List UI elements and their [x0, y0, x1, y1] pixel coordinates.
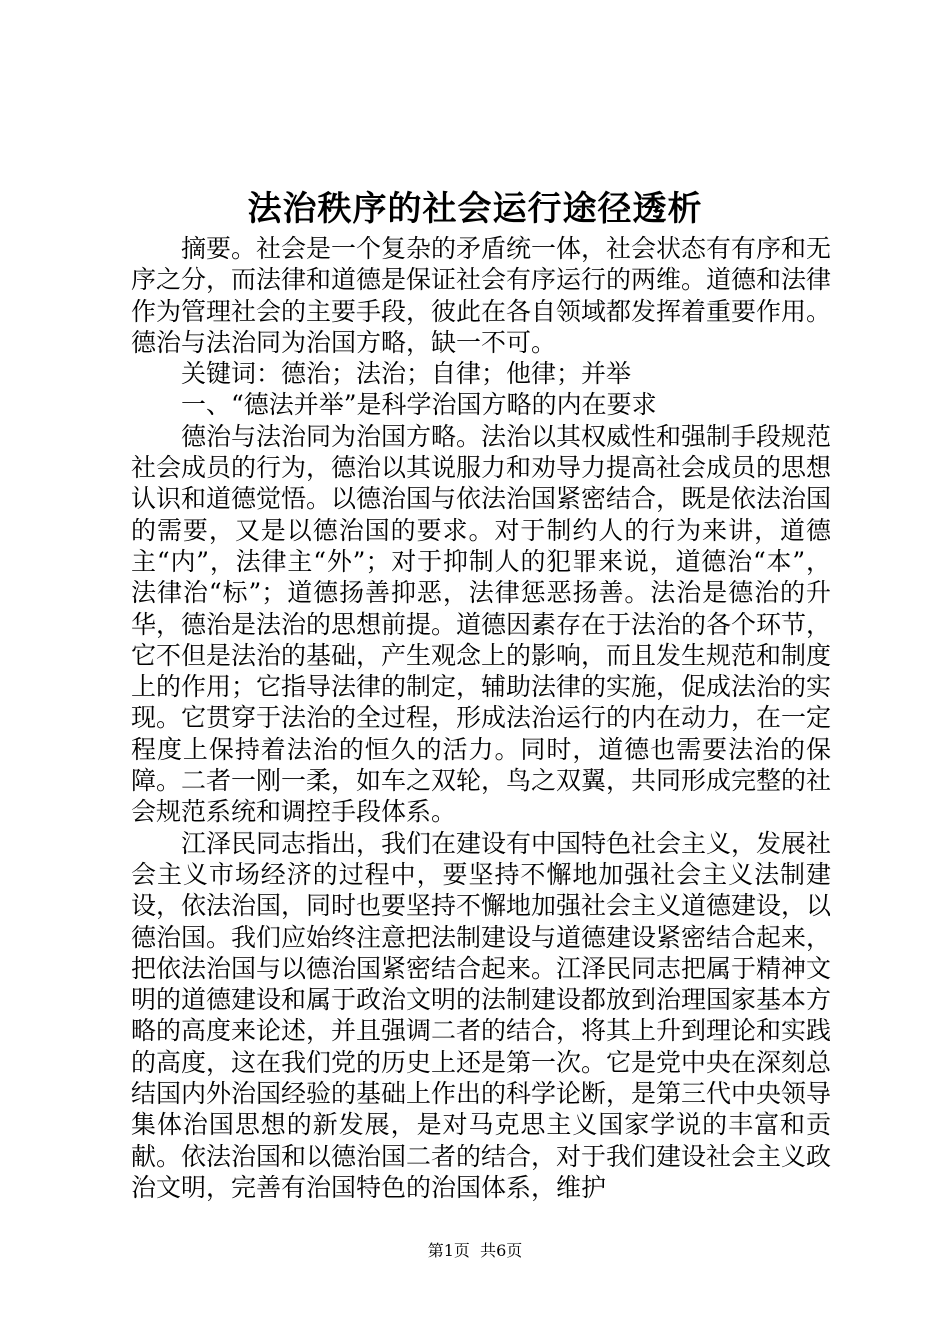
footer-spacer	[470, 1241, 480, 1260]
body-paragraph: 江泽民同志指出，我们在建设有中国特色社会主义，发展社会主义市场经济的过程中，要坚持不懈地加强社会主义法制建设，依法治国，同时也要坚持不懈地加强社会主义道德建设，以德治国。我们应始终注意把法制建设与道德建设紧密结合起来，把依法治国与以德治国紧密结合起来。江泽民同志把属于精神文明的道德建设和属于政治文明的法制建设都放到治理国家基本方略的高度来论述，并且强调二者的结合，将其上升到理论和实践的高度，这在我们党的历史上还是第一次。它是党中央在深刻总结国内外治国经验的基础上作出的科学论断，是第三代中央领导集体治国思想的新发展，是对马克思主义国家学说的丰富和贡献。依法治国和以德治国二者的结合，对于我们建设社会主义政治文明，完善有治国特色的治国体系，维护	[131, 828, 832, 1202]
page-footer	[0, 1240, 950, 1262]
page-total: 共6页	[480, 1241, 523, 1260]
page-number: 第1页	[427, 1241, 470, 1260]
body-paragraph: 德治与法治同为治国方略。法治以其权威性和强制手段规范社会成员的行为，德治以其说服力和劝导力提高社会成员的思想认识和道德觉悟。以德治国与依法治国紧密结合，既是依法治国的需要，又是以德治国的要求。对于制约人的行为来讲，道德主“内”，法律主“外”；对于抑制人的犯罪来说，道德治“本”，法律治“标”；道德扬善抑恶，法律惩恶扬善。法治是德治的升华，德治是法治的思想前提。道德因素存在于法治的各个环节，它不但是法治的基础，产生观念上的影响，而且发生规范和制度上的作用；它指导法律的制定，辅助法律的实施，促成法治的实现。它贯穿于法治的全过程，形成法治运行的内在动力，在一定程度上保持着法治的恒久的活力。同时，道德也需要法治的保障。二者一刚一柔，如车之双轮，鸟之双翼，共同形成完整的社会规范系统和调控手段体系。	[131, 421, 832, 827]
keywords-paragraph: 关键词：德治；法治；自律；他律；并举	[181, 359, 632, 389]
document-body	[131, 233, 831, 1203]
document-title: 法治秩序的社会运行途径透析	[247, 189, 703, 229]
section-heading: 一、“德法并举”是科学治国方略的内在要求	[181, 390, 657, 420]
abstract-paragraph: 摘要。社会是一个复杂的矛盾统一体，社会状态有有序和无序之分，而法律和道德是保证社会有序运行的两维。道德和法律作为管理社会的主要手段，彼此在各自领域都发挥着重要作用。德治与法治同为治国方略，缺一不可。	[131, 234, 832, 357]
